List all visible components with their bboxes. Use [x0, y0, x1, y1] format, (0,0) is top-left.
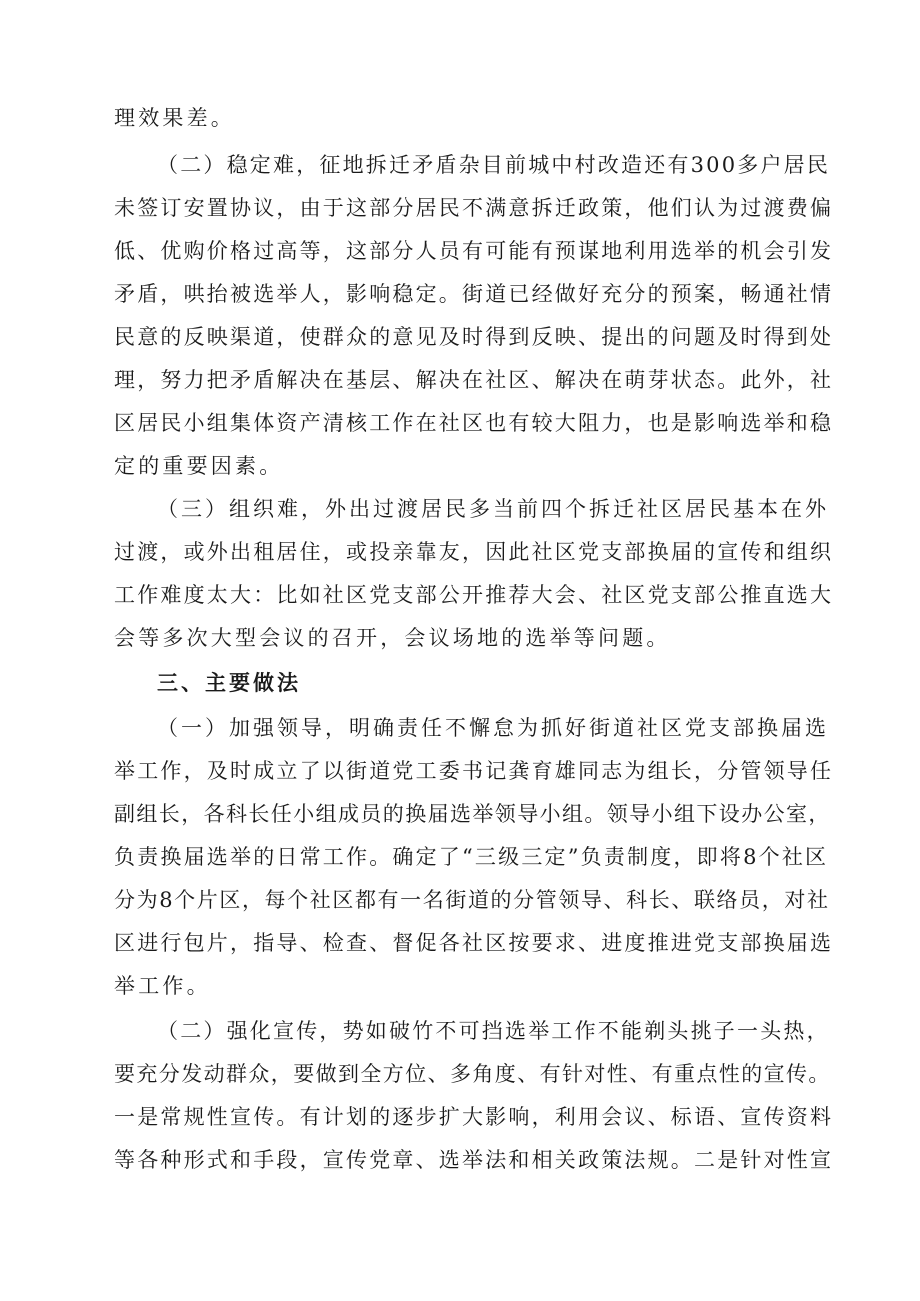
paragraph-line: 会等多次大型会议的召开，会议场地的选举等问题。	[114, 626, 671, 650]
paragraph-line: 区进行包片，指导、检查、督促各社区按要求、进度推进党支部换届选	[114, 931, 834, 955]
paragraph-line: 一是常规性宣传。有计划的逐步扩大影响，利用会议、标语、宣传资料	[114, 1105, 834, 1129]
paragraph-line: 等各种形式和手段，宣传党章、选举法和相关政策法规。二是针对性宣	[114, 1148, 834, 1172]
paragraph-line: 理效果差。	[114, 106, 235, 130]
paragraph-line: 低、优购价格过高等，这部分人员有可能有预谋地利用选举的机会引发	[114, 239, 834, 263]
paragraph-line: （二）稳定难，征地拆迁矛盾杂目前城中村改造还有300多户居民	[157, 153, 831, 177]
paragraph-line: 过渡，或外出租居住，或投亲靠友，因此社区党支部换届的宣传和组织	[114, 540, 834, 564]
paragraph-line: 矛盾，哄抬被选举人，影响稳定。街道已经做好充分的预案，畅通社情	[114, 282, 834, 306]
section-heading: 三、主要做法	[157, 671, 301, 695]
paragraph-line: 区居民小组集体资产清核工作在社区也有较大阻力，也是影响选举和稳	[114, 411, 834, 435]
paragraph-line: 副组长，各科长任小组成员的换届选举领导小组。领导小组下设办公室，	[114, 802, 831, 826]
paragraph-line: 负责换届选举的日常工作。确定了“三级三定”负责制度，即将8个社区	[114, 845, 829, 869]
paragraph-line: 未签订安置协议，由于这部分居民不满意拆迁政策，他们认为过渡费偏	[114, 196, 834, 220]
paragraph-line: 举工作。	[114, 974, 211, 998]
paragraph-line: 民意的反映渠道，使群众的意见及时得到反映、提出的问题及时得到处	[114, 325, 834, 349]
paragraph-line: 分为8个片区，每个社区都有一名街道的分管领导、科长、联络员，对社	[114, 888, 830, 912]
paragraph-line: 工作难度太大：比如社区党支部公开推荐大会、社区党支部公推直选大	[114, 583, 834, 607]
paragraph-line: 定的重要因素。	[114, 454, 284, 478]
paragraph-line: 要充分发动群众，要做到全方位、多角度、有针对性、有重点性的宣传。	[114, 1062, 831, 1086]
paragraph-line: （三）组织难，外出过渡居民多当前四个拆迁社区居民基本在外	[157, 497, 829, 521]
paragraph-line: （二）强化宣传，势如破竹不可挡选举工作不能剃头挑子一头热，	[157, 1019, 830, 1043]
paragraph-line: （一）加强领导，明确责任不懈怠为抓好街道社区党支部换届选	[157, 716, 829, 740]
paragraph-line: 举工作，及时成立了以街道党工委书记龚育雄同志为组长，分管领导任	[114, 759, 834, 783]
paragraph-line: 理，努力把矛盾解决在基层、解决在社区、解决在萌芽状态。此外，社	[114, 368, 834, 392]
